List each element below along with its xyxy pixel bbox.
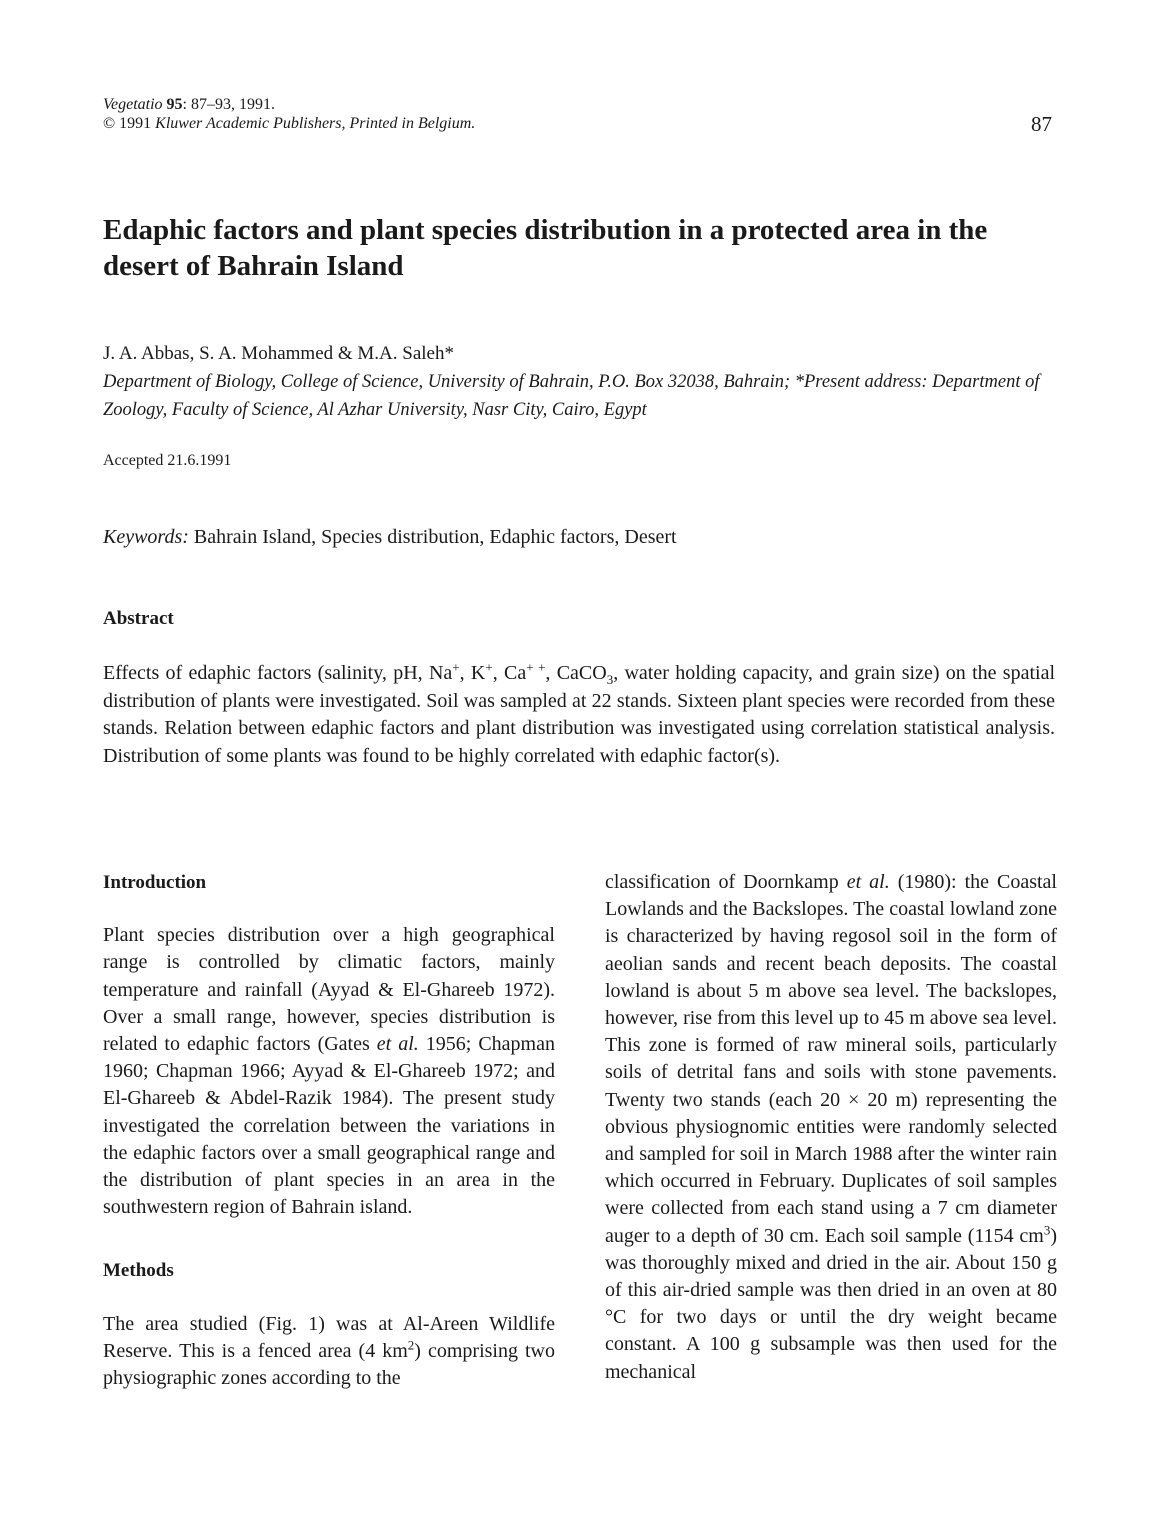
superscript: 2 (407, 1337, 415, 1353)
introduction-text (103, 922, 555, 1221)
introduction-heading: Introduction (103, 872, 207, 893)
abstract-text-part: , Ca (492, 662, 527, 684)
authors: J. A. Abbas, S. A. Mohammed & M.A. Saleh* (103, 343, 454, 364)
superscript: + (485, 659, 493, 675)
affiliation: Department of Biology, College of Science, University of Bahrain, P.O. Box 32038, Bahrain; *Present address: Department of Zoology, Faculty of Science, Al Azhar University, Nasr City, Cairo, Egypt (103, 372, 1040, 420)
abstract-text-part: , water holding capacity, and grain size) on the spatial distribution of plants were investigated. Soil was sampled at 22 stands. Sixteen plant species were recorded from these stands. Relation between edaphic factors and plant distribution was investigated using correlation statistical analysis. Distribution of some plants was found to be highly correlated with edaphic factor(s). (103, 662, 1056, 767)
methods-text-part: ) comprising two physiographic zones according to the (103, 1339, 555, 1390)
et-al: et al. (846, 871, 890, 893)
methods-text-part: The area studied (Fig. 1) was at Al-Areen Wildlife Reserve. This is a fenced area (4 km (103, 1312, 555, 1362)
keywords-label: Keywords: (103, 526, 189, 548)
methods-text-continued (605, 869, 1057, 1386)
publisher: Kluwer Academic Publishers, Printed in Belgium. (155, 115, 476, 132)
et-al: et al. (376, 1033, 419, 1056)
abstract-text-part: , CaCO (545, 662, 607, 684)
page-number: 87 (1031, 112, 1052, 136)
methods-text-part: (1980): the Coastal Lowlands and the Backslopes. The coastal lowland zone is characterized by having regosol soil in the form of aeolian sands and recent beach deposits. The coastal lowland is about 5 m above sea level. The backslopes, however, rise from this level up to 45 m above sea level. This zone is formed of raw mineral soils, particularly soils of detrital fans and soils with stone pavements. Twenty two stands (each 20 × 20 m) representing the obvious physiognomic entities were randomly selected and sampled for soil in March 1988 after the winter rain which occurred in February. Duplicates of soil samples were collected from each stand using a 7 cm diameter auger to a depth of 30 cm. Each soil sample (1154 cm (605, 871, 1057, 1247)
abstract-heading: Abstract (103, 608, 174, 629)
keywords (103, 526, 677, 549)
subscript: 3 (606, 672, 614, 687)
methods-text-part: classification of Doornkamp (605, 871, 847, 893)
methods-text-part: ) was thoroughly mixed and dried in the air. About 150 g of this air-dried sample was then dried in an oven at 80 °C for two days or until the dry weight became constant. A 100 g subsample was then used for the mechanical (605, 1224, 1057, 1383)
right-column (605, 869, 1057, 1386)
introduction-text-part: Plant species distribution over a high geographical range is controlled by climatic factors, mainly temperature and rainfall (Ayyad & El-Ghareeb 1972). Over a small range, however, species distribution is related to edaphic factors (Gates (103, 924, 555, 1056)
article-title: Edaphic factors and plant species distribution in a protected area in the desert of Bahrain Island (103, 214, 988, 282)
journal-citation-line (103, 95, 475, 114)
introduction-text-part: 1956; Chapman 1960; Chapman 1966; Ayyad & El-Ghareeb 1972; and El-Ghareeb & Abdel-Razik 1984). The present study investigated the correlation between the variations in the edaphic factors over a small geographical range and the distribution of plant species in an area in the southwestern region of Bahrain island. (103, 1033, 555, 1219)
journal-pages-year: : 87–93, 1991. (182, 96, 275, 113)
journal-volume: 95 (166, 96, 183, 113)
left-column (103, 869, 555, 1392)
superscript: + + (526, 659, 546, 675)
keywords-list: Bahrain Island, Species distribution, Edaphic factors, Desert (193, 526, 677, 548)
journal-citation (103, 95, 475, 133)
copyright-line (103, 114, 475, 133)
methods-heading: Methods (103, 1260, 174, 1282)
copyright-symbol: © 1991 (103, 115, 152, 132)
superscript: + (452, 659, 460, 675)
accepted-date: Accepted 21.6.1991 (103, 452, 232, 469)
superscript: 3 (1043, 1221, 1051, 1237)
abstract-text (103, 660, 1055, 770)
methods-text (103, 1311, 555, 1393)
abstract-text-part: Effects of edaphic factors (salinity, pH, Na (103, 662, 453, 684)
abstract-text-part: , K (459, 662, 486, 684)
journal-name: Vegetatio (103, 96, 163, 113)
